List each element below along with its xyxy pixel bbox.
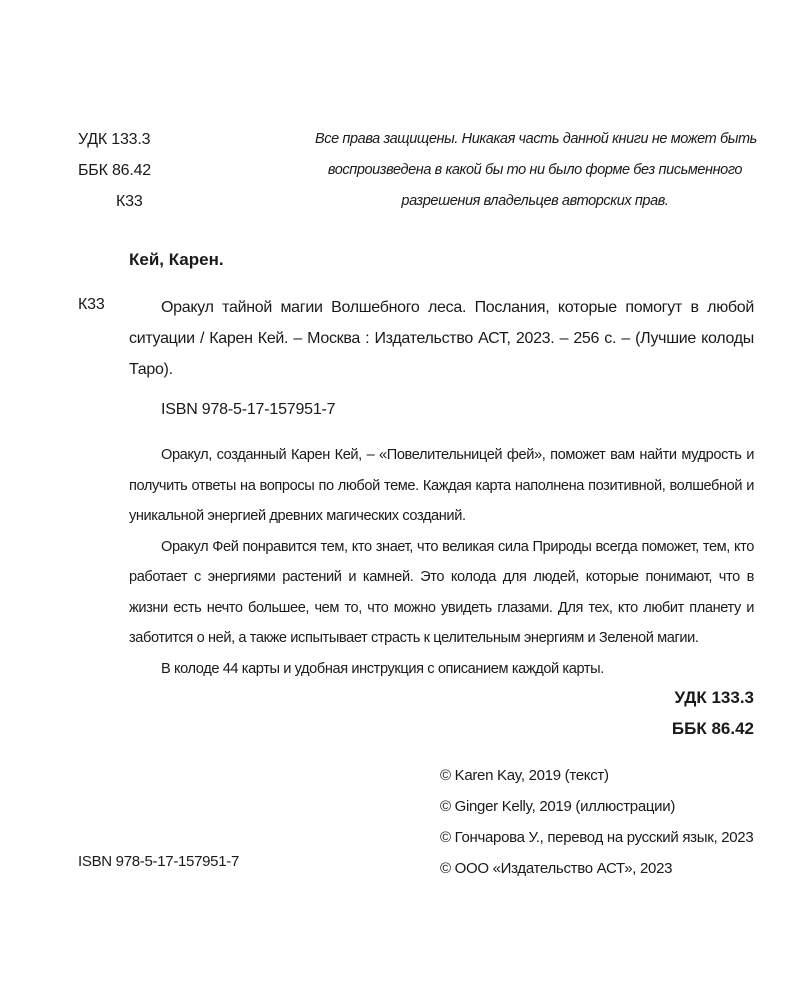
author-mark-left: К33 [78, 296, 105, 313]
udk-code: УДК 133.3 [78, 131, 151, 148]
author-mark: К33 [116, 193, 143, 210]
annotation [129, 440, 754, 684]
rights-line: воспроизведена в какой бы то ни было форме без письменного [327, 162, 743, 178]
rights-notice [315, 124, 755, 217]
annotation-paragraph: Оракул, созданный Карен Кей, – «Повелительницей фей», поможет вам найти мудрость и получить ответы на вопросы по любой теме. Каждая карта наполнена позитивной, волшебной и уникальной энергией древних магических созданий. [129, 447, 754, 524]
copyright-block [440, 760, 753, 884]
annotation-paragraph: Оракул Фей понравится тем, кто знает, что великая сила Природы всегда поможет, тем, кто работает с энергиями растений и камней. Это колода для людей, которые понимают, что в жизни есть нечто большее, чем то, что можно увидеть глазами. Для тех, кто любит планету и заботится о ней, а также испытывает страсть к целительным энергиям и Зеленой магии. [129, 538, 754, 646]
bbk-code: ББК 86.42 [78, 162, 152, 179]
copyright-line: © ООО «Издательство АСТ», 2023 [440, 860, 673, 877]
rights-line: Все права защищены. Никакая часть данной книги не может быть [315, 131, 757, 147]
isbn-line: ISBN 978-5-17-157951-7 [161, 401, 336, 418]
copyright-line: © Ginger Kelly, 2019 (иллюстрации) [440, 798, 676, 815]
classification-codes-right [672, 682, 754, 744]
bbk-code-right: ББК 86.42 [671, 719, 754, 738]
copyright-line: © Гончарова У., перевод на русский язык, 2023 [440, 829, 754, 846]
bibliographic-description: Оракул тайной магии Волшебного леса. Послания, которые помогут в любой ситуации / Карен Кей. – Москва : Издательство АСТ, 2023. – 256 с. – (Лучшие колоды Таро). [129, 299, 754, 378]
annotation-paragraph: В колоде 44 карты и удобная инструкция с описанием каждой карты. [161, 660, 604, 677]
classification-codes [78, 124, 151, 217]
udk-code-right: УДК 133.3 [674, 688, 754, 707]
rights-line: разрешения владельцев авторских прав. [401, 193, 669, 209]
author-heading: Кей, Карен. [129, 250, 224, 269]
copyright-line: © Karen Kay, 2019 (текст) [440, 767, 609, 784]
isbn-bottom: ISBN 978-5-17-157951-7 [78, 853, 240, 870]
